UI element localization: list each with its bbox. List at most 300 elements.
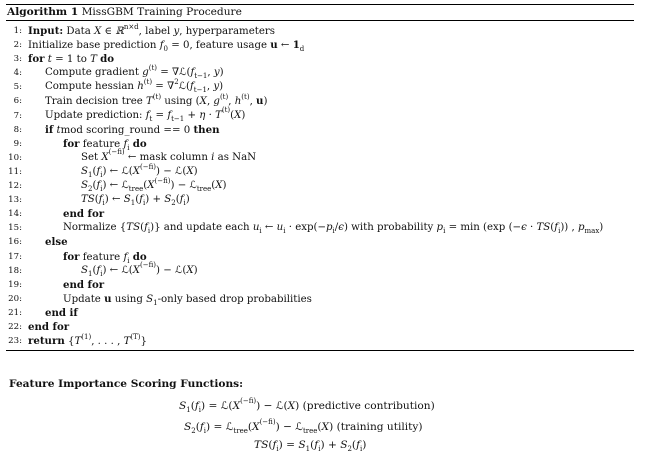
math-token: · xyxy=(205,109,216,121)
math-token: ) xyxy=(219,67,224,79)
math-token: ) xyxy=(185,194,190,206)
math-token: t−1 xyxy=(194,72,208,81)
math-token: i xyxy=(183,199,186,208)
math-token: S xyxy=(340,439,348,451)
math-token: T xyxy=(90,54,97,66)
math-token: f xyxy=(199,421,204,433)
math-token: 1 xyxy=(87,170,93,179)
math-token: ( xyxy=(135,194,140,206)
math-token: h xyxy=(137,81,144,93)
line-number: 13: xyxy=(8,195,22,206)
algorithm-line xyxy=(6,207,634,221)
line-text xyxy=(45,63,224,81)
math-token: f xyxy=(123,138,128,150)
algorithm-line xyxy=(6,38,634,52)
math-token: X xyxy=(101,151,109,163)
math-token: i xyxy=(100,269,103,278)
line-number: 16: xyxy=(8,237,22,248)
math-token: )) , xyxy=(560,222,578,234)
math-token: f xyxy=(190,67,195,79)
math-token: Data xyxy=(63,26,95,37)
algorithm-label: Algorithm 1 xyxy=(7,6,79,18)
algorithm-line xyxy=(6,137,634,151)
math-token: ) + xyxy=(320,439,341,451)
math-token: X xyxy=(287,400,296,412)
line-number: 2: xyxy=(13,40,22,51)
math-token: p xyxy=(436,222,444,234)
math-token: ) = ℒ xyxy=(206,421,234,433)
math-token: ( xyxy=(195,421,200,433)
math-token: t−1 xyxy=(171,114,185,123)
math-token: do xyxy=(132,250,147,263)
math-token: i xyxy=(276,445,279,454)
math-token: ϵ xyxy=(338,222,344,234)
math-token: i xyxy=(127,143,130,152)
math-token: i xyxy=(102,199,105,208)
math-token: i xyxy=(143,199,146,208)
line-text xyxy=(28,38,304,53)
algorithm-line xyxy=(6,123,634,137)
math-token: else xyxy=(45,236,68,249)
math-token: Compute gradient xyxy=(45,67,143,79)
math-token: ℒ( xyxy=(178,81,190,93)
math-token: ) xyxy=(263,96,268,108)
line-number: 8: xyxy=(13,124,22,135)
line-text xyxy=(63,221,603,235)
algorithm-title: MissGBM Training Procedure xyxy=(81,6,242,18)
math-token: ( xyxy=(92,165,97,177)
math-token: i xyxy=(558,227,561,236)
math-token: f xyxy=(194,400,199,412)
line-number: 9: xyxy=(13,138,22,149)
math-token: (−fi) xyxy=(140,261,157,270)
math-token: t xyxy=(47,54,52,66)
math-token: y xyxy=(173,26,180,37)
algorithm-line xyxy=(6,193,634,207)
line-text xyxy=(28,334,147,349)
line-number: 7: xyxy=(13,110,22,121)
math-token: (−fi) xyxy=(240,397,257,406)
line-number: 10: xyxy=(8,152,22,163)
math-token: ( xyxy=(317,421,322,433)
math-token: d xyxy=(299,45,305,54)
math-token: ) = xyxy=(278,439,299,451)
algorithm-line xyxy=(6,148,634,165)
math-token: ) xyxy=(599,222,604,234)
math-token: Set xyxy=(81,151,102,163)
math-token: ( xyxy=(310,439,315,451)
math-token: ( xyxy=(190,400,195,412)
line-number: 5: xyxy=(13,82,22,93)
math-token: ) ← ℒ( xyxy=(102,165,133,177)
math-token: ( xyxy=(94,194,99,206)
math-token: 0 xyxy=(163,45,168,54)
algorithm-line xyxy=(6,63,634,81)
math-token: p xyxy=(326,222,333,234)
math-token: using xyxy=(111,293,147,305)
math-token: i xyxy=(203,427,207,436)
math-token: end if xyxy=(45,306,78,319)
math-token: ) − ℒ( xyxy=(156,165,187,177)
math-token: ϵ xyxy=(521,222,527,234)
math-token: S xyxy=(146,293,154,305)
formula-ts xyxy=(254,439,647,454)
math-token: S xyxy=(81,180,88,192)
math-token: tree xyxy=(302,427,318,436)
math-token: (−fi) xyxy=(154,176,171,185)
math-token: i xyxy=(100,170,103,179)
math-token: 2 xyxy=(87,185,93,194)
math-token: then xyxy=(193,123,220,136)
line-number: 20: xyxy=(8,293,22,304)
math-token: n×d xyxy=(123,22,139,31)
math-token: (t) xyxy=(152,93,162,102)
math-token: Initialize base prediction xyxy=(28,40,160,52)
math-token: tree xyxy=(128,185,144,194)
math-token: Normalize { xyxy=(63,222,127,234)
line-text xyxy=(28,320,69,335)
math-token: · exp(− xyxy=(285,222,327,234)
math-token: f xyxy=(98,194,103,206)
math-token: f xyxy=(96,165,101,177)
line-text xyxy=(81,148,257,165)
math-token: S xyxy=(81,264,88,276)
algorithm-line xyxy=(6,94,634,108)
math-token: S xyxy=(164,194,172,206)
line-text xyxy=(81,176,227,194)
math-token: tree xyxy=(233,427,248,436)
math-token: ) with probability xyxy=(343,222,437,234)
math-token: f xyxy=(159,40,164,52)
math-token: do xyxy=(132,137,147,150)
math-token: 1 xyxy=(186,406,191,415)
math-token: u xyxy=(270,39,278,52)
math-token: t xyxy=(56,124,61,136)
math-token: i xyxy=(332,227,335,236)
math-token: if xyxy=(45,123,54,136)
math-token: ← xyxy=(277,40,293,52)
math-token: 1 xyxy=(153,298,158,307)
math-token: f xyxy=(145,109,150,121)
math-token: f xyxy=(96,264,101,276)
math-token: ) = ℒ( xyxy=(201,400,233,412)
math-token: η xyxy=(199,109,206,121)
math-token: ) − ℒ( xyxy=(256,400,288,412)
algorithm-line xyxy=(6,250,634,264)
math-token: f xyxy=(356,439,360,451)
math-token: return xyxy=(28,335,65,348)
math-token: 2 xyxy=(347,445,352,454)
math-token: TS xyxy=(536,222,551,234)
math-token: as NaN xyxy=(214,151,257,163)
formula-s1 xyxy=(179,397,647,415)
math-token: t xyxy=(149,114,153,123)
math-token: ) ← xyxy=(104,194,124,206)
line-number: 11: xyxy=(8,166,22,177)
math-token: (−fi) xyxy=(140,162,157,171)
math-token: , xyxy=(249,96,257,108)
math-token: X xyxy=(186,165,194,177)
math-token: f xyxy=(272,439,277,451)
math-token: i xyxy=(147,227,151,236)
math-token: tree xyxy=(196,185,212,194)
math-token: (T) xyxy=(130,332,141,341)
math-token: X ∈ ℝ xyxy=(94,26,124,37)
math-token: , xyxy=(207,67,214,79)
math-token: 1 xyxy=(292,39,300,52)
math-token: ) xyxy=(219,81,224,93)
math-token: X xyxy=(132,264,141,276)
math-token: h xyxy=(234,96,242,108)
math-token: S xyxy=(179,400,187,412)
algorithm-line xyxy=(6,320,634,334)
math-token: end for xyxy=(63,278,105,291)
math-token: f xyxy=(314,439,319,451)
math-token: Train decision tree xyxy=(45,96,146,108)
line-text xyxy=(45,106,246,123)
math-token: ) xyxy=(193,264,198,276)
math-token: for xyxy=(63,250,80,263)
line-number: 19: xyxy=(8,279,22,290)
math-token: g xyxy=(213,96,220,108)
math-token: ( xyxy=(92,264,97,276)
math-token: t−1 xyxy=(193,86,207,95)
math-token: ) (predictive contribution) xyxy=(295,400,435,412)
math-token: = ∇ℒ( xyxy=(157,67,191,79)
math-token: (−fi) xyxy=(108,148,125,157)
math-token: ) − ℒ xyxy=(170,180,197,192)
math-token: = min (exp (− xyxy=(445,222,522,234)
line-text xyxy=(45,235,68,250)
math-token: end for xyxy=(63,208,105,221)
line-text xyxy=(81,162,198,179)
algorithm-line xyxy=(6,162,634,179)
math-token: ( xyxy=(92,180,97,192)
math-token: f xyxy=(189,81,194,93)
math-token: feature xyxy=(79,138,124,150)
math-token: S xyxy=(298,439,306,451)
line-text xyxy=(81,261,198,278)
math-token: f xyxy=(123,251,128,263)
math-token: ) + xyxy=(145,194,165,206)
math-token: = ∇ xyxy=(152,81,175,93)
algorithm-box xyxy=(6,4,634,351)
algorithm-line xyxy=(6,221,634,235)
math-token: i xyxy=(283,227,286,236)
math-token: , xyxy=(228,96,235,108)
math-token: + xyxy=(184,109,200,121)
line-text xyxy=(81,193,190,207)
line-number: 14: xyxy=(8,209,22,220)
math-token: ( xyxy=(175,194,180,206)
math-token: Update xyxy=(63,293,105,305)
math-token: ) ← ℒ( xyxy=(102,264,133,276)
algorithm-line xyxy=(6,235,634,249)
math-token: i xyxy=(259,227,262,236)
math-token: (1) xyxy=(81,332,92,341)
math-token: ← xyxy=(261,222,277,234)
math-token: u xyxy=(276,222,284,234)
algorithm-lines xyxy=(6,21,634,350)
math-token: using ( xyxy=(161,96,200,108)
algorithm-line xyxy=(6,24,634,38)
math-token: f xyxy=(554,222,559,234)
math-token: X xyxy=(252,421,260,433)
math-token: T xyxy=(146,96,153,108)
math-token: p xyxy=(577,222,585,234)
math-token: 1 xyxy=(305,445,311,454)
math-token: , label xyxy=(138,26,174,37)
math-token: ) ← ℒ xyxy=(102,180,129,192)
line-number: 17: xyxy=(8,251,22,262)
algorithm-line xyxy=(6,292,634,306)
line-text xyxy=(45,77,224,95)
math-token: end for xyxy=(28,320,70,333)
math-token: f xyxy=(96,180,101,192)
line-number: 23: xyxy=(8,336,22,347)
math-token: 2 xyxy=(191,427,196,436)
math-token: max xyxy=(584,227,600,236)
math-token: u xyxy=(252,222,260,234)
math-token: ) xyxy=(222,180,227,192)
math-token: , xyxy=(206,96,214,108)
math-token: i xyxy=(318,445,321,454)
math-token: -only based drop probabilities xyxy=(157,293,312,305)
math-token: Input: xyxy=(28,25,64,37)
math-token: / xyxy=(334,222,339,234)
math-token: X xyxy=(321,421,330,433)
math-token: ) xyxy=(193,165,198,177)
line-text xyxy=(63,207,104,222)
math-token: (t) xyxy=(143,77,153,86)
math-token: i xyxy=(127,256,130,265)
math-token: f xyxy=(139,194,144,206)
math-token: ( xyxy=(211,180,216,192)
math-token: y xyxy=(213,67,220,79)
math-token: X xyxy=(215,180,223,192)
math-token: ( xyxy=(247,421,253,433)
math-token: TS xyxy=(254,439,269,451)
math-token: ( xyxy=(550,222,555,234)
math-token: ) (training utility) xyxy=(329,421,423,433)
math-token: T xyxy=(74,336,82,348)
math-token: ← mask column xyxy=(124,151,212,163)
math-token: i xyxy=(211,151,215,163)
algorithm-line xyxy=(6,261,634,278)
line-number: 6: xyxy=(13,96,22,107)
math-token: f xyxy=(144,222,148,234)
line-number: 1: xyxy=(13,26,22,36)
algorithm-line xyxy=(6,334,634,348)
math-token: (t) xyxy=(241,93,250,102)
math-token: Update prediction: xyxy=(45,109,146,121)
math-token: (t) xyxy=(148,63,158,72)
math-token: TS xyxy=(126,222,141,234)
line-number: 21: xyxy=(8,307,22,318)
line-text xyxy=(63,250,147,265)
line-text xyxy=(45,123,219,138)
math-token: f xyxy=(167,109,172,121)
math-token: X xyxy=(234,109,242,121)
math-token: f xyxy=(179,194,184,206)
math-token: X xyxy=(232,400,241,412)
math-token: S xyxy=(81,165,88,177)
math-token: g xyxy=(142,67,149,79)
math-token: 2 xyxy=(174,77,179,86)
line-number: 3: xyxy=(13,54,22,65)
math-token: feature xyxy=(79,251,124,263)
math-token: u xyxy=(256,95,264,108)
math-token: i xyxy=(443,227,446,236)
line-number: 22: xyxy=(8,321,22,332)
math-token: 1 xyxy=(130,199,136,208)
line-number: 15: xyxy=(8,223,22,234)
math-token: do xyxy=(100,53,115,66)
line-number: 12: xyxy=(8,181,22,192)
line-text xyxy=(45,94,267,109)
line-number: 4: xyxy=(13,68,22,79)
math-token: TS xyxy=(81,194,95,206)
math-token: ( xyxy=(268,439,273,451)
math-token: ( xyxy=(140,222,145,234)
math-token: ( xyxy=(230,109,235,121)
math-token: mod scoring_round == 0 xyxy=(60,124,194,136)
math-token: i xyxy=(100,185,103,194)
line-text xyxy=(28,52,114,67)
math-token: T xyxy=(123,336,131,348)
line-text xyxy=(63,137,147,152)
math-token: X xyxy=(147,180,155,192)
math-token: Compute hessian xyxy=(45,81,138,93)
line-text xyxy=(45,306,78,321)
algorithm-line xyxy=(6,306,634,320)
math-token: 1 xyxy=(87,269,93,278)
math-token: ( xyxy=(351,439,357,451)
math-token: X xyxy=(199,96,207,108)
math-token: X xyxy=(132,165,141,177)
math-token: ) xyxy=(362,439,367,451)
math-token: ) − ℒ xyxy=(275,421,303,433)
math-token: · xyxy=(526,222,537,234)
math-token: ) − ℒ( xyxy=(156,264,187,276)
math-token: i xyxy=(198,406,202,415)
algorithm-line xyxy=(6,77,634,95)
math-token: = 1 to xyxy=(51,54,91,66)
math-token: = 0, feature usage xyxy=(167,40,271,52)
math-token: = xyxy=(152,109,168,121)
math-token: X xyxy=(186,264,194,276)
math-token: u xyxy=(104,292,112,305)
math-token: T xyxy=(215,109,222,121)
math-token: i xyxy=(359,445,363,454)
algorithm-header xyxy=(6,5,634,21)
math-token: )} and update each xyxy=(150,222,253,234)
math-token: for xyxy=(28,53,45,66)
math-token: (−fi) xyxy=(259,418,276,427)
line-text xyxy=(28,24,275,39)
math-token: , xyxy=(206,81,214,93)
math-token: { xyxy=(64,336,75,348)
algorithm-line xyxy=(6,106,634,123)
math-token: ) xyxy=(241,109,246,121)
math-token: S xyxy=(123,194,131,206)
algorithm-line xyxy=(6,278,634,292)
algorithm-line xyxy=(6,176,634,194)
algorithm-line xyxy=(6,52,634,66)
formula-s2 xyxy=(184,418,647,436)
line-text xyxy=(63,292,312,307)
math-token: ( xyxy=(143,180,148,192)
